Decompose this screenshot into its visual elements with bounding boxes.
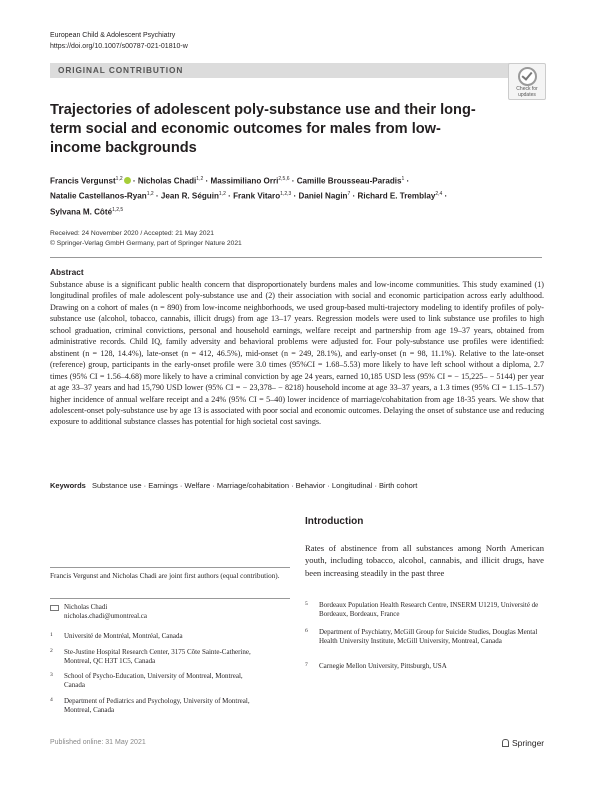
envelope-icon (50, 605, 59, 611)
orcid-icon[interactable] (124, 177, 131, 184)
affiliation-text: Université de Montréal, Montréal, Canada (64, 632, 183, 640)
copyright-line: © Springer-Verlag GmbH Germany, part of Springer Nature 2021 (50, 240, 242, 247)
divider (50, 598, 290, 599)
author-list: Francis Vergunst$^{1,2}$ · Nicholas Chadi$^{1,2}$ · Massimiliano Orri$^{2,5,6}$ · Camille Brousseau-Paradis$^1$ · Natalie Castellanos-Ryan$^{1,2}$ · Jean R. Séguin$^{1,2}$ · Frank Vitaro$^{1,2,3}$ · Daniel Nagin$^7$ · Richard E. Tremblay$^{2,4}$ · Sylvana M. Côté$^{1,2,5}$ (50, 176, 448, 217)
affiliation-text: Carnegie Mellon University, Pittsburgh, USA (319, 662, 447, 670)
published-online: Published online: 31 May 2021 (50, 739, 146, 746)
article-title: Trajectories of adolescent poly-substance use and their long-term social and economic outcomes for males from low-income backgrounds (50, 102, 476, 156)
author-affiliation: 1,2 (115, 176, 123, 182)
divider (50, 257, 542, 258)
author-name[interactable]: Massimiliano Orri (210, 176, 279, 186)
check-updates-line2: updates (518, 92, 536, 98)
affiliation-text: Ste-Justine Hospital Research Center, 3175 Côte Sainte-Catherine, Montreal, QC H3T 1C5, Canada (64, 648, 251, 666)
keywords-list: Substance use · Earnings · Welfare · Marriage/cohabitation · Behavior · Longitudinal · Birth cohort (91, 481, 418, 490)
journal-doi[interactable]: https://doi.org/10.1007/s00787-021-01810-w (50, 43, 188, 50)
correspondence-name: Nicholas Chadi (64, 603, 108, 611)
author-affiliation: 1,2 (218, 191, 226, 198)
introduction-text: Rates of abstinence from all substances among North American youth, including tobacco, alcohol, cannabis, and illicit drugs, have been increasing steadily in the past three (305, 543, 544, 578)
affiliation-number: 7 (305, 662, 308, 668)
check-for-updates-button[interactable] (508, 63, 546, 100)
author-affiliation: 2,4 (435, 191, 443, 198)
received-accepted: Received: 24 November 2020 / Accepted: 21 May 2021 (50, 230, 214, 237)
correspondence-email[interactable]: nicholas.chadi@umontreal.ca (64, 612, 148, 621)
author-name[interactable]: Natalie Castellanos-Ryan (50, 192, 147, 202)
keywords (50, 481, 542, 490)
author-name[interactable]: Daniel Nagin (298, 192, 348, 202)
abstract-heading: Abstract (50, 267, 84, 277)
author-name[interactable]: Nicholas Chadi (137, 176, 197, 186)
checkmark-icon (518, 67, 537, 86)
journal-header (50, 30, 188, 52)
affiliation-number: 5 (305, 601, 308, 607)
affiliation-number: 4 (50, 697, 53, 703)
divider (50, 567, 290, 568)
springer-logo-icon (502, 739, 509, 747)
author-affiliation: 7 (347, 191, 351, 198)
affiliation-text: School of Psycho-Education, University of Montreal, Montreal, Canada (64, 672, 243, 690)
author-name[interactable]: Sylvana M. Côté (50, 207, 113, 217)
author-name[interactable]: Richard E. Tremblay (357, 192, 436, 202)
author-name[interactable]: Jean R. Séguin (160, 192, 219, 202)
affiliation-number: 2 (50, 648, 53, 654)
affiliation-number: 6 (305, 628, 308, 634)
check-updates-line1: Check for (516, 86, 538, 92)
author-affiliation: 1,2 (146, 191, 154, 198)
introduction-heading: Introduction (305, 516, 364, 527)
abstract-text: Substance abuse is a significant public health concern that disproportionately burdens males and low-income communities. This study examined (1) longitudinal profiles of male adolescent poly-substance use and (2) their association with social and economic participation across early adulthood. Drawing on a cohort of males (n = 890) from low-income neighborhoods, we used group-based multi-trajectory modeling to identify profiles of poly-substance use (alcohol, tobacco, cannabis, illicit drugs) from age 13–17 years. Regression models were used to link substance use profiles to high school graduation, criminal convictions, personal and household earnings, welfare receipt and partnership from age 19–37 years, obtained from administrative records. Child IQ, family adversity and behavioral problems were adjusted for. Four poly-substance use profiles were identified: abstinent (n = 128, 14.4%), late-onset (n = 412, 46.5%), mid-onset (n = 249, 28.1%), and early-onset (n = 98, 11.1%). Relative to the late-onset (reference) group, participants in the early-onset profile were 3.0 times (95%CI = 1.68–5.53) more likely to have left school without a diploma, 2.7 times (95% CI = 1.56–4.68) more likely to have a criminal conviction by age 24 years, earned 10,185 USD less (95% CI = − 15,225– − 5144) per year at age 33–37 years and had 15,790 USD lower (95% CI = − 23,378– − 8218) household income at age 33–37 years, a 1.3 times (95% CI = 1.15–1.57) higher incidence of annual welfare receipt and a 24% (95% CI = 5–40) lower incidence of marriage/cohabitation from age 18-35 years. We show that adolescent-onset poly-substance use by age 13 is associated with poor social and economic outcomes. Delaying the onset of substance use and reducing exposure to additional substance classes has potential for high societal cost savings. (50, 280, 544, 427)
author-affiliation: 1,2,3 (280, 191, 292, 198)
author-name[interactable]: Frank Vitaro (233, 192, 281, 202)
publisher-name: Springer (512, 738, 545, 748)
journal-name: European Child & Adolescent Psychiatry (50, 32, 176, 39)
affiliation-number: 1 (50, 632, 53, 638)
article-type-label: ORIGINAL CONTRIBUTION (58, 65, 184, 75)
author-name[interactable]: Francis Vergunst (50, 176, 116, 186)
affiliation-text: Department of Pediatrics and Psychology, University of Montreal, Montreal, Canada (64, 697, 250, 715)
affiliation-text: Bordeaux Population Health Research Centre, INSERM U1219, Université de Bordeaux, Bordeaux, France (319, 601, 539, 619)
author-affiliation: 1,2,5 (112, 206, 124, 213)
affiliation-number: 3 (50, 672, 53, 678)
keywords-label: Keywords (50, 481, 86, 490)
author-affiliation: 1,2 (196, 176, 204, 182)
author-name[interactable]: Camille Brousseau-Paradis (296, 176, 402, 186)
joint-authors-footnote: Francis Vergunst and Nicholas Chadi are joint first authors (equal contribution). (50, 572, 280, 580)
article-dates (50, 229, 242, 249)
author-affiliation: 1 (401, 176, 405, 182)
article-type-banner (50, 63, 542, 78)
author-affiliation: 2,5,6 (278, 176, 290, 182)
affiliation-text: Department of Psychiatry, McGill Group for Suicide Studies, Douglas Mental Health University Institute, McGill University, Montreal, Canada (319, 628, 538, 646)
